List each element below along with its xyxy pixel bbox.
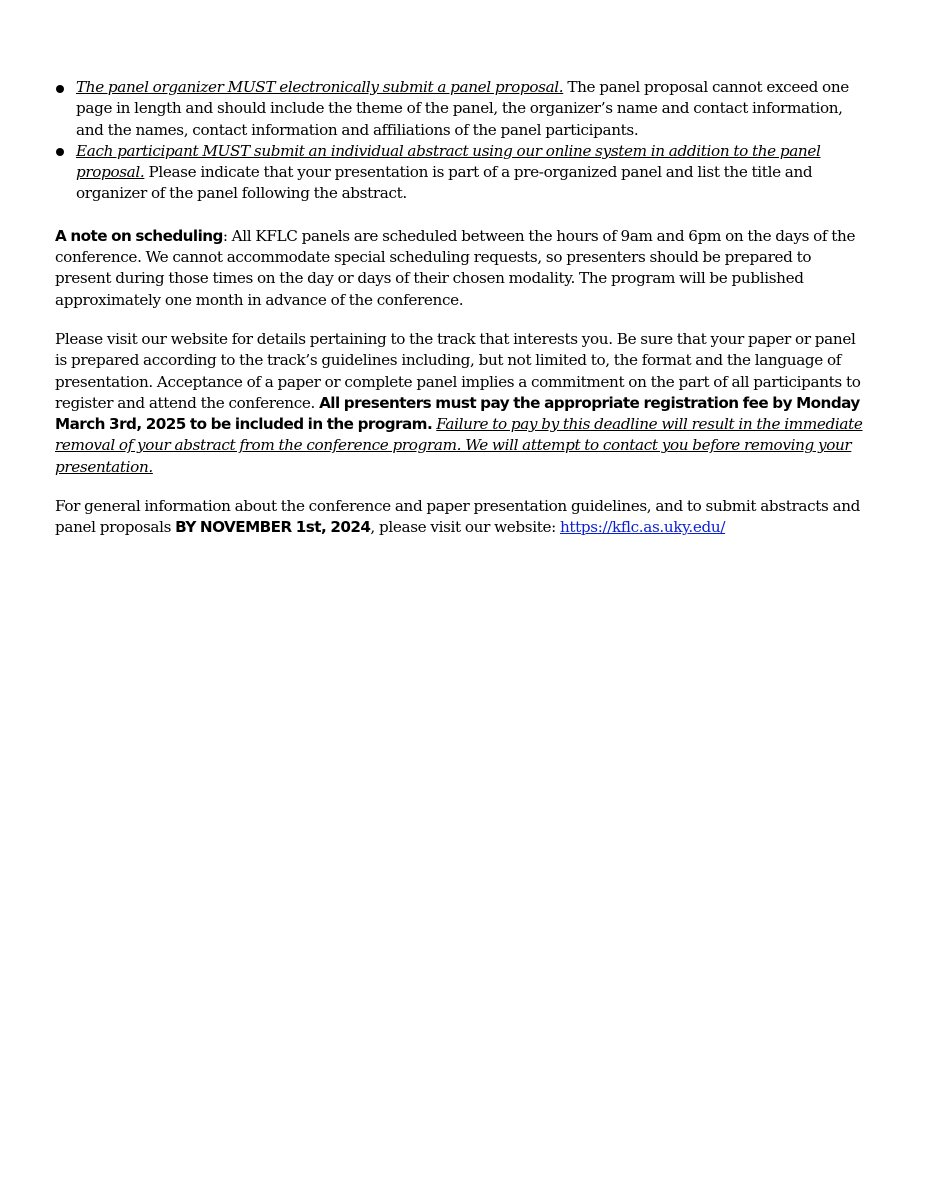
removal-warning: Failure to pay by this deadline will result in the immediate removal of your abstract from the conference program. We will attempt to contact you before removing your presentation. <box>55 415 863 476</box>
panel-proposal-requirement: The panel organizer MUST electronically submit a panel proposal. <box>76 78 564 96</box>
list-item <box>55 141 870 205</box>
abstract-details: Please indicate that your presentation is part of a pre-organized panel and list the title and organizer of the panel following the abstract. <box>76 163 813 203</box>
list-item <box>55 77 870 141</box>
abstract-requirement: Each participant MUST submit an individual abstract using our online system in addition to the panel proposal. <box>76 141 821 182</box>
panel-requirements-list <box>55 77 870 205</box>
bullet-icon <box>56 148 64 156</box>
document-body <box>55 77 870 539</box>
submission-deadline: BY NOVEMBER 1st, 2024 <box>175 518 371 537</box>
registration-fee-notice: All presenters must pay the appropriate registration fee by Monday March 3rd, 2025 to be included in the program. <box>55 393 860 434</box>
guidelines-text: Please visit our website for details pertaining to the track that interests you. Be sure that your paper or panel is prepared according to the track’s guidelines including, but not limited to, the format and the language of presentation. Acceptance of a paper or complete panel implies a commitment on the part of all participants to register and attend the conference. <box>55 329 861 412</box>
general-info-text: For general information about the conference and paper presentation guidelines, and to submit abstracts and panel proposals <box>55 497 861 537</box>
scheduling-text: : All KFLC panels are scheduled between the hours of 9am and 6pm on the days of the conference. We cannot accommodate special scheduling requests, so presenters should be prepared to present during those times on the day or days of their chosen modality. The program will be published approximately one month in advance of the conference. <box>55 226 856 309</box>
guidelines-paragraph <box>55 329 870 478</box>
general-info-paragraph <box>55 496 870 539</box>
general-info-text-after: , please visit our website: <box>370 518 560 537</box>
website-link[interactable]: https://kflc.as.uky.edu/ <box>559 518 726 537</box>
bullet-icon <box>56 85 64 93</box>
scheduling-label: A note on scheduling <box>55 226 223 245</box>
scheduling-paragraph <box>55 226 870 311</box>
panel-proposal-details: The panel proposal cannot exceed one page in length and should include the theme of the panel, the organizer’s name and contact information, and the names, contact information and affiliations of the panel participants. <box>76 78 849 139</box>
